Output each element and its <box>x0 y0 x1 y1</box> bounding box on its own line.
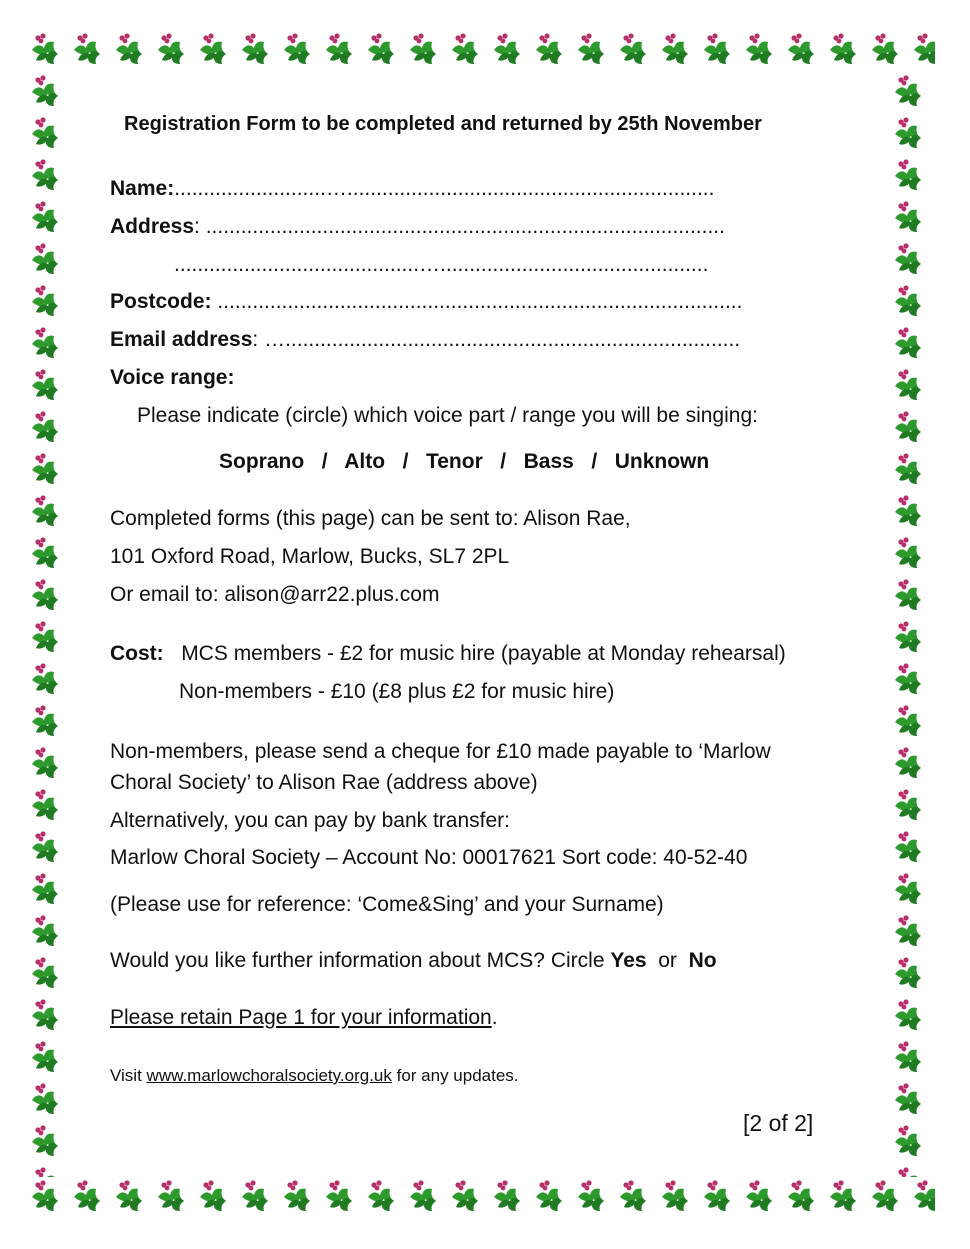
voice-option-unknown[interactable]: Unknown <box>614 450 710 473</box>
voice-option-tenor[interactable]: Tenor <box>425 450 483 473</box>
info-question-text: Would you like further information about MCS? Circle <box>110 949 611 972</box>
name-dots: ..........................…............................................................... <box>174 177 715 200</box>
retain-text: Please retain Page 1 for your information <box>110 1006 492 1029</box>
holly-top-svg <box>30 30 935 72</box>
voice-separator: / <box>500 450 507 473</box>
info-question <box>110 949 717 973</box>
name-label: Name: <box>110 177 175 200</box>
email-label: Email address <box>110 328 253 351</box>
holly-border-top <box>30 30 935 72</box>
voice-options <box>219 450 709 474</box>
address-field[interactable] <box>110 215 725 239</box>
info-yes-option[interactable]: Yes <box>610 949 647 972</box>
voice-separator: / <box>321 450 328 473</box>
retain-period: . <box>491 1006 498 1029</box>
cost-members-text: MCS members - £2 for music hire (payable at Monday rehearsal) <box>181 642 786 665</box>
voice-separator: / <box>402 450 409 473</box>
cost-members <box>110 642 786 666</box>
voice-option-bass[interactable]: Bass <box>523 450 574 473</box>
page-number: [2 of 2] <box>743 1110 814 1136</box>
payment-line-2: Choral Society’ to Alison Rae (address above) <box>110 771 538 794</box>
name-field[interactable] <box>110 177 714 201</box>
address-dots: : ......................................................................................... <box>194 215 725 238</box>
holly-border-bottom <box>30 1177 935 1219</box>
holly-right-svg <box>893 72 935 1177</box>
send-line-1: Completed forms (this page) can be sent to: Alison Rae, <box>110 507 631 530</box>
voice-option-soprano[interactable]: Soprano <box>219 450 305 473</box>
voice-instruction: Please indicate (circle) which voice part / range you will be singing: <box>137 404 758 427</box>
cost-non-members: Non-members - £10 (£8 plus £2 for music hire) <box>179 680 615 703</box>
voice-separator: / <box>591 450 598 473</box>
info-no-option[interactable]: No <box>688 949 717 972</box>
payment-line-4: Marlow Choral Society – Account No: 00017621 Sort code: 40-52-40 <box>110 846 748 869</box>
holly-left-svg <box>30 72 72 1177</box>
holly-border-right <box>893 72 935 1177</box>
visit-line <box>110 1066 519 1086</box>
retain-note <box>110 1006 498 1030</box>
voice-range-label: Voice range: <box>110 366 235 389</box>
website-link[interactable]: www.marlowchoralsociety.org.uk <box>146 1066 392 1085</box>
address-field-line2[interactable] <box>174 253 708 277</box>
payment-line-1: Non-members, please send a cheque for £10 made payable to ‘Marlow <box>110 740 771 763</box>
visit-prefix: Visit <box>110 1066 147 1085</box>
form-title: Registration Form to be completed and returned by 25th November <box>124 113 762 135</box>
visit-suffix: for any updates. <box>391 1066 519 1085</box>
email-field[interactable] <box>110 328 740 352</box>
address-label: Address <box>110 215 195 238</box>
send-line-2: 101 Oxford Road, Marlow, Bucks, SL7 2PL <box>110 545 510 568</box>
payment-reference: (Please use for reference: ‘Come&Sing’ and your Surname) <box>110 893 664 916</box>
send-line-3: Or email to: alison@arr22.plus.com <box>110 583 440 606</box>
postcode-label: Postcode: <box>110 290 212 313</box>
postcode-dots: .......................................................................................... <box>211 290 743 313</box>
address-dots-2: ..........................................….............................................. <box>174 253 709 276</box>
holly-bottom-svg <box>30 1177 935 1219</box>
holly-border-left <box>30 72 72 1177</box>
info-or: or <box>658 949 677 972</box>
cost-label: Cost: <box>110 642 164 665</box>
email-dots: : ….............................................................................. <box>252 328 741 351</box>
postcode-field[interactable] <box>110 290 742 314</box>
voice-option-alto[interactable]: Alto <box>344 450 386 473</box>
payment-line-3: Alternatively, you can pay by bank transfer: <box>110 809 510 832</box>
